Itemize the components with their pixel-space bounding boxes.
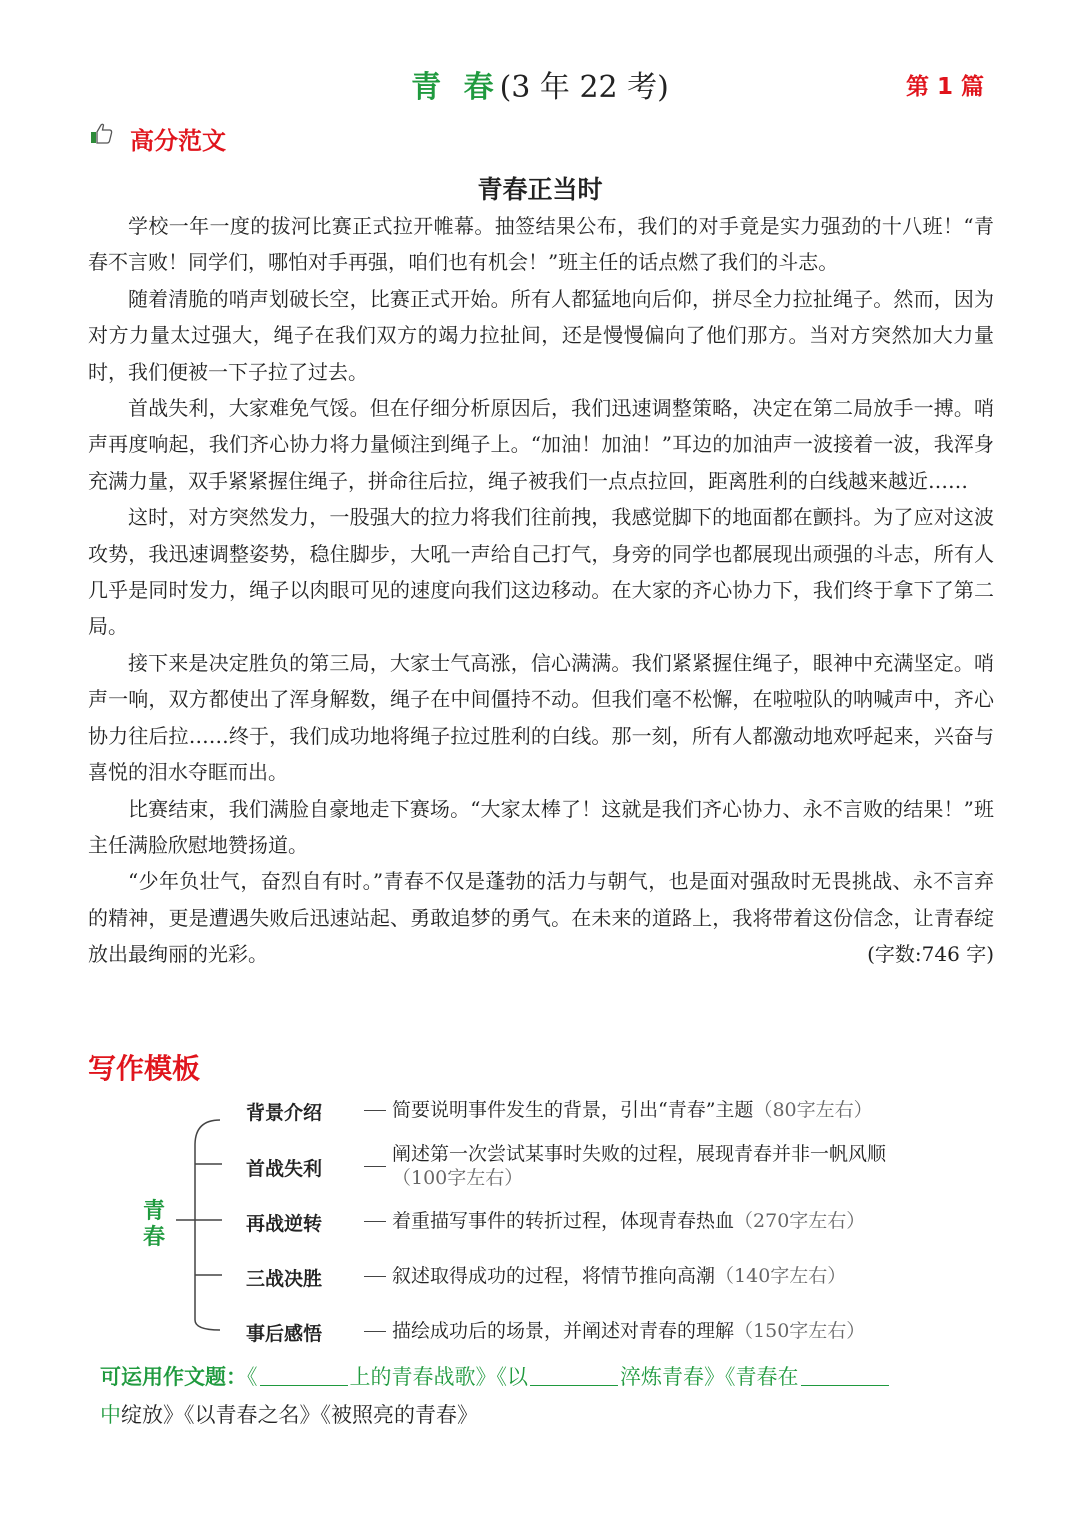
tree-root: 青春 xyxy=(142,1198,165,1250)
topic-1-suffix: 上的青春战歌》 xyxy=(349,1365,497,1389)
essay-paragraph: 学校一年一度的拔河比赛正式拉开帷幕。抽签结果公布，我们的对手竟是实力强劲的十八班！“青春不言败！同学们，哪怕对手再强，咱们也有机会！”班主任的话点燃了我们的斗志。 xyxy=(88,214,994,275)
tree-node-desc xyxy=(392,1209,962,1233)
node-word-hint: （100字左右） xyxy=(392,1167,524,1189)
essay-paragraph: 比赛结束，我们满脸自豪地走下赛场。“大家太棒了！这就是我们齐心协力、永不言败的结果！”班主任满脸欣慰地赞扬道。 xyxy=(88,796,994,857)
essay-paragraph-last xyxy=(88,863,994,972)
node-desc-text: 着重描写事件的转折过程，体现青春热血 xyxy=(392,1210,735,1232)
topic-2-prefix: 《以 xyxy=(496,1365,528,1389)
tree-node-label: 首战失利 xyxy=(246,1158,323,1180)
tree-node-desc xyxy=(392,1319,962,1343)
topics-line-2: 绽放》《以青春之名》《被照亮的青春》 xyxy=(121,1403,478,1427)
template-tree xyxy=(0,1090,1080,1350)
essay-paragraph: 这时，对方突然发力，一股强大的拉力将我们往前拽，我感觉脚下的地面都在颤抖。为了应对这波攻势，我迅速调整姿势，稳住脚步，大吼一声给自己打气，身旁的同学也都展现出顽强的斗志，所有人几乎是同时发力，绳子以肉眼可见的速度向我们这边移动。在大家的齐心协力下，我们终于拿下了第二局。 xyxy=(88,505,994,639)
tree-node-label: 背景介绍 xyxy=(246,1102,323,1124)
node-desc-text: 叙述取得成功的过程，将情节推向高潮 xyxy=(392,1265,716,1287)
topic-2-blank xyxy=(530,1364,618,1386)
node-dash xyxy=(364,1221,386,1222)
title-meta: (3 年 22 考) xyxy=(499,70,669,105)
tree-node-desc xyxy=(392,1098,962,1122)
essay-paragraph: 首战失利，大家难免气馁。但在仔细分析原因后，我们迅速调整策略，决定在第二局放手一搏。哨声再度响起，我们齐心协力将力量倾注到绳子上。“加油！加油！”耳边的加油声一波接着一波，我浑身充满力量，双手紧紧握住绳子，拼命往后拉，绳子被我们一点点拉回，距离胜利的白线越来越近…… xyxy=(88,396,994,493)
node-word-hint: （80字左右） xyxy=(753,1099,873,1121)
essay-paragraph: 接下来是决定胜负的第三局，大家士气高涨，信心满满。我们紧紧握住绳子，眼神中充满坚定。哨声一响，双方都使出了浑身解数，绳子在中间僵持不动。但我们毫不松懈，在啦啦队的呐喊声中，齐心协力往后拉……终于，我们成功地将绳子拉过胜利的白线。那一刻，所有人都激动地欢呼起来，兴奋与喜悦的泪水夺眶而出。 xyxy=(88,650,994,785)
node-desc-text: 简要说明事件发生的背景，引出“青春”主题 xyxy=(392,1099,754,1121)
essay-paragraph-text: “少年负壮气，奋烈自有时。”青春不仅是蓬勃的活力与朝气，也是面对强敌时无畏挑战、永不言弃的精神，更是遭遇失败后迅速站起、勇敢追梦的勇气。在未来的道路上，我将带着这份信念，让青春绽放出最绚丽的光彩。 xyxy=(88,869,994,967)
tree-node-desc xyxy=(392,1142,962,1190)
node-dash xyxy=(364,1331,386,1332)
topic-3-blank xyxy=(801,1364,889,1386)
node-word-hint: （150字左右） xyxy=(734,1320,866,1342)
title-main: 青 春 xyxy=(411,70,500,105)
tree-node-label: 三战决胜 xyxy=(246,1268,323,1290)
thumbs-up-icon xyxy=(90,121,114,145)
tree-node-label: 再战逆转 xyxy=(246,1213,323,1235)
section-model-label: 高分范文 xyxy=(130,127,226,155)
node-dash xyxy=(364,1166,386,1167)
node-dash xyxy=(364,1276,386,1277)
essay-paragraph: 随着清脆的哨声划破长空，比赛正式开始。所有人都猛地向后仰，拼尽全力拉扯绳子。然而，因为对方力量太过强大，绳子在我们双方的竭力拉扯间，还是慢慢偏向了他们那方。当对方突然加大力量时，我们便被一下子拉了过去。 xyxy=(88,286,994,384)
node-word-hint: （270字左右） xyxy=(734,1210,866,1232)
topic-3-prefix: 《青春在 xyxy=(725,1365,799,1389)
page-number-tag: 第 1 篇 xyxy=(905,74,984,100)
page-header xyxy=(0,62,1080,106)
essay-title: 青春正当时 xyxy=(477,175,603,204)
node-word-hint: （140字左右） xyxy=(715,1265,847,1287)
topic-1-prefix: 《 xyxy=(247,1365,258,1389)
topic-1-blank xyxy=(260,1364,348,1386)
section-template-label: 写作模板 xyxy=(88,1052,201,1085)
topic-3-suffix: 中 xyxy=(100,1403,121,1427)
tree-node-desc xyxy=(392,1264,962,1288)
node-dash xyxy=(364,1110,386,1111)
word-count: (字数:746 字) xyxy=(867,942,994,967)
applicable-topics xyxy=(100,1358,990,1434)
node-desc-text: 阐述第一次尝试某事时失败的过程，展现青春并非一帆风顺 xyxy=(392,1143,887,1165)
node-desc-text: 描绘成功后的场景，并阐述对青春的理解 xyxy=(392,1320,735,1342)
essay-body xyxy=(88,208,994,973)
tree-node-label: 事后感悟 xyxy=(246,1323,323,1345)
topics-lead: 可运用作文题： xyxy=(100,1365,247,1389)
topic-2-suffix: 淬炼青春》 xyxy=(620,1365,725,1389)
